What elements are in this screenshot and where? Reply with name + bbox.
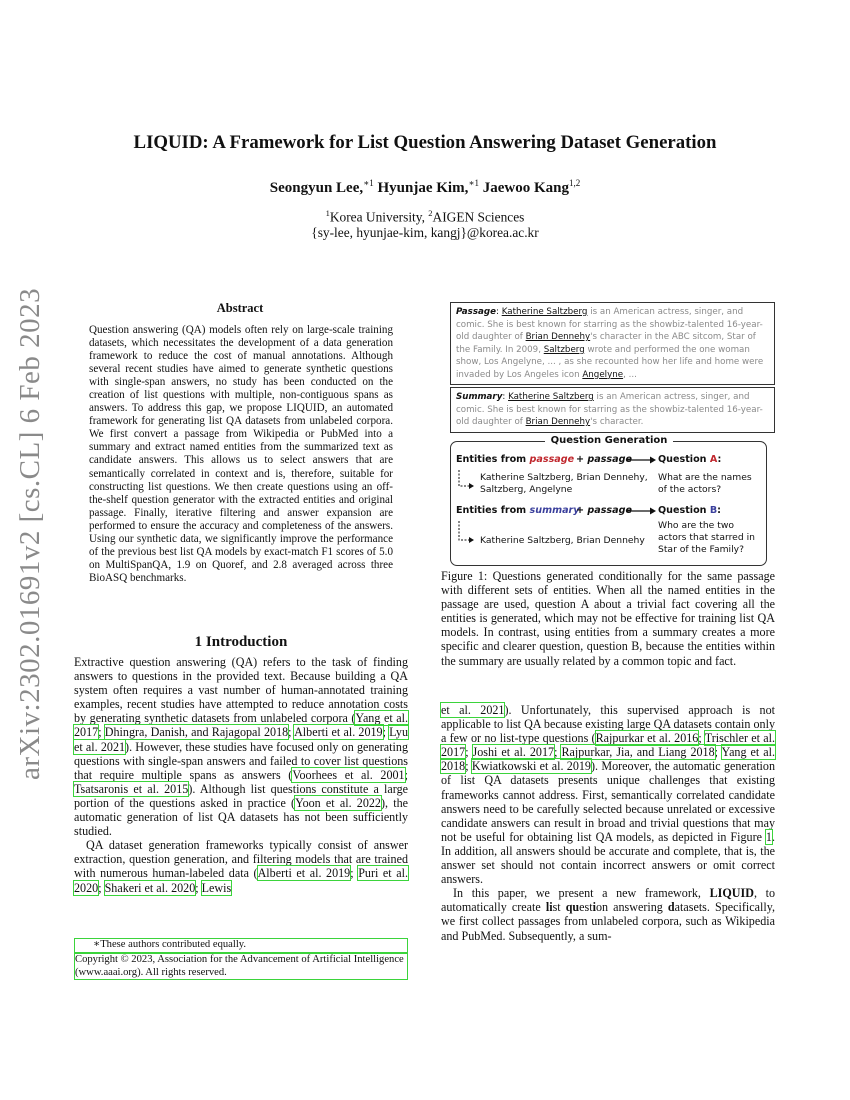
affiliations — [0, 205, 850, 241]
citation-link[interactable]: Rajpurkar, Jia, and Liang 2018 — [561, 745, 715, 760]
citation-link[interactable]: Dhingra, Danish, and Rajagopal 2018 — [104, 725, 289, 740]
citation-link[interactable]: Trischler et al. 2017 — [441, 731, 775, 760]
footnote-equal-contribution[interactable]: ∗These authors contributed equally. — [74, 938, 408, 953]
entity: Angelyne — [582, 369, 624, 380]
plus-passage-label: + passage — [576, 454, 632, 465]
entity: Brian Dennehy — [525, 332, 591, 342]
figure-reference-link[interactable]: 1 — [765, 829, 772, 844]
arxiv-identifier: arXiv:2302.01691v2 [cs.CL] 6 Feb 2023 — [14, 287, 46, 780]
citation-link[interactable]: Rajpurkar et al. 2016 — [595, 731, 699, 746]
arrow-right-icon — [626, 506, 656, 516]
question-b-text: Who are the two actors that starred in Star of the Family? — [658, 520, 755, 556]
right-column-body — [441, 703, 775, 943]
abstract-text: Question answering (QA) models often rely on large-scale training datasets, which necessitates the development of a data generation framework to reduce the cost of manual annotations. Although several recent studies have aimed to generate synthetic questions with single-span answers, no study has been conducted on the creation of list questions with multiple, non-contiguous spans as answers. To address this gap, we propose LIQUID, an automated framework for generating list QA datasets from unlabeled corpora. We first convert a passage from Wikipedia or PubMed into a summary and extract named entities from the summarized text as candidate answers. This allows us to select answers that are semantically correlated in context and is, therefore, suitable for constructing list questions. We then create questions using an off-the-shelf question generator with the extracted entities and original passage. Finally, iterative filtering and answer expansion are performed to ensure the accuracy and completeness of the answers. Using our synthetic data, we significantly improve the performance of the previous best list QA models by exact-match F1 scores of 5.0 on MultiSpanQA, 1.9 on Quoref, and 2.8 averaged across three BioASQ benchmarks. — [89, 324, 393, 584]
figure-caption: Figure 1: Questions generated conditionally for the same passage with different sets of entities. When all the named entities in the passage are used, question A about a trivial fact covering all the entities is generated, which may not be effective for training list QA models. In contrast, using entities from a summary creates a more specific and clearer question, question B, because the entities within the summary are usually related by a common topic and fact. — [441, 569, 775, 668]
author-affiliation-mark: ∗1 — [363, 178, 374, 188]
paragraph: In this paper, we present a new framework, LIQUID, to automatically create list question answering datasets. Specifically, we first collect passages from unlabeled corpora, such as Wikipedia and PubMed. Subsequently, a sum- — [441, 886, 775, 943]
plus-passage-label: + passage — [576, 505, 632, 516]
citation-link[interactable]: Yoon et al. 2022 — [295, 795, 381, 810]
introduction-body — [74, 655, 408, 895]
entities-from-passage-label: Entities from passage — [456, 454, 575, 465]
paper-title: LIQUID: A Framework for List Question Answering Dataset Generation — [133, 132, 717, 153]
figure-summary-box: Summary: Katherine Saltzberg is an American actress, singer, and comic. She is best known for starring as the showbiz-talented 16-year-old daughter of Brian Dennehy's character. — [450, 387, 775, 433]
footnote-copyright[interactable]: Copyright © 2023, Association for the Advancement of Artificial Intelligence (www.aaai.org). All rights reserved. — [74, 953, 408, 981]
author-name: Seongyun Lee, — [269, 180, 364, 196]
citation-link[interactable]: Kwiatkowski et al. 2019 — [471, 759, 591, 774]
entities-list-a: Katherine Saltzberg, Brian Dennehy, Saltzberg, Angelyne — [480, 472, 648, 496]
citation-link[interactable]: Voorhees et al. 2001 — [292, 767, 405, 782]
citation-link[interactable]: Lewis — [201, 880, 232, 895]
entity: Katherine Saltzberg — [501, 307, 588, 317]
question-a-text: What are the names of the actors? — [658, 472, 752, 496]
paragraph: et al. 2021). Unfortunately, this supervised approach is not applicable to list QA because existing large QA datasets contain only a few or no list-type questions (Rajpurkar et al. 2016; Trischler et al. 2017; Joshi et al. 2017; Rajpurkar, Jia, and Liang 2018; Yang et al. 2018; Kwiatkowski et al. 2019). Moreover, the automatic generation of list QA datasets presents unique challenges that existing frameworks cannot address. First, semantically correlated candidate answers need to be carefully selected because unrelated or excessive candidate answers can result in broad and trivial questions that may not be useful for obtaining list QA models, as depicted in Figure 1. In addition, all answers should be accurate and complete, that is, the answer set should not contain incorrect answers or omit correct answers. — [441, 703, 776, 887]
citation-link[interactable]: Tsatsaronis et al. 2015 — [74, 781, 189, 796]
question-b-label: Question B: — [658, 505, 721, 516]
entities-from-summary-label: Entities from summary — [456, 505, 580, 516]
citation-link[interactable]: Yang et al. 2017 — [74, 711, 408, 740]
citation-link[interactable]: Alberti et al. 2019 — [257, 866, 351, 881]
author-affiliation-mark: ∗1 — [468, 178, 479, 188]
affiliation-mark: 1 — [325, 208, 330, 218]
section-heading-introduction: 1 Introduction — [194, 634, 288, 650]
footnotes — [74, 938, 408, 980]
citation-link[interactable]: Joshi et al. 2017 — [472, 745, 555, 760]
citation-link[interactable]: Yang et al. 2018 — [441, 745, 775, 774]
author-list — [0, 178, 850, 197]
affiliation-2: AIGEN Sciences — [432, 209, 525, 225]
entity: Brian Dennehy — [525, 417, 591, 427]
question-a-label: Question A: — [658, 454, 722, 465]
entity: Saltzberg — [543, 344, 585, 355]
author-affiliation-mark: 1,2 — [568, 178, 581, 188]
question-generation-heading: Question Generation — [545, 435, 673, 446]
paragraph: QA dataset generation frameworks typically consist of answer extraction, question generation, and filtering models that are trained with numerous human-labeled data (Alberti et al. 2019; Puri et al. 2020; Shakeri et al. 2020; Lewis — [74, 838, 408, 895]
author-name: Hyunjae Kim, — [377, 180, 469, 196]
citation-link[interactable]: Alberti et al. 2019 — [294, 725, 383, 740]
entity: Katherine Saltzberg — [508, 392, 594, 402]
arrow-right-icon — [626, 455, 656, 465]
abstract-heading: Abstract — [216, 301, 264, 315]
author-emails: {sy-lee, hyunjae-kim, kangj}@korea.ac.kr — [311, 225, 539, 241]
affiliation-1: Korea University, — [329, 209, 429, 225]
elbow-arrow-icon — [457, 521, 475, 547]
paragraph: Extractive question answering (QA) refers to the task of finding answers to questions in the provided text. Because building a QA system often requires a vast number of human-annotated training examples, recent studies have attempted to reduce annotation costs by generating synthetic datasets from unlabeled corpora (Yang et al. 2017; Dhingra, Danish, and Rajagopal 2018; Alberti et al. 2019; Lyu et al. 2021). However, these studies have focused only on generating questions with single-span answers and failed to cover list questions that require multiple spans as answers (Voorhees et al. 2001; Tsatsaronis et al. 2015). Although list questions constitute a large portion of the questions asked in practice (Yoon et al. 2022), the automatic generation of list QA datasets has not been sufficiently studied. — [74, 655, 409, 839]
citation-link[interactable]: Shakeri et al. 2020 — [104, 880, 196, 895]
citation-link[interactable]: Lyu et al. 2021 — [74, 725, 408, 754]
author-name: Jaewoo Kang — [482, 180, 569, 196]
citation-link[interactable]: Puri et al. 2020 — [74, 866, 408, 895]
elbow-arrow-icon — [457, 470, 475, 492]
entities-list-b: Katherine Saltzberg, Brian Dennehy — [480, 535, 645, 546]
citation-link[interactable]: et al. 2021 — [441, 703, 505, 717]
affiliation-mark: 2 — [428, 208, 433, 218]
figure-passage-box: Passage: Katherine Saltzberg is an American actress, singer, and comic. She is best known for starring as the showbiz-talented 16-year-old daughter of Brian Dennehy's character in the ABC sitcom, Star of the Family. In 2009, Saltzberg wrote and performed the one woman show, Los Angelyne, ... , as she recounted how her life and home were invaded by Los Angeles icon Angelyne, ... — [450, 302, 775, 385]
